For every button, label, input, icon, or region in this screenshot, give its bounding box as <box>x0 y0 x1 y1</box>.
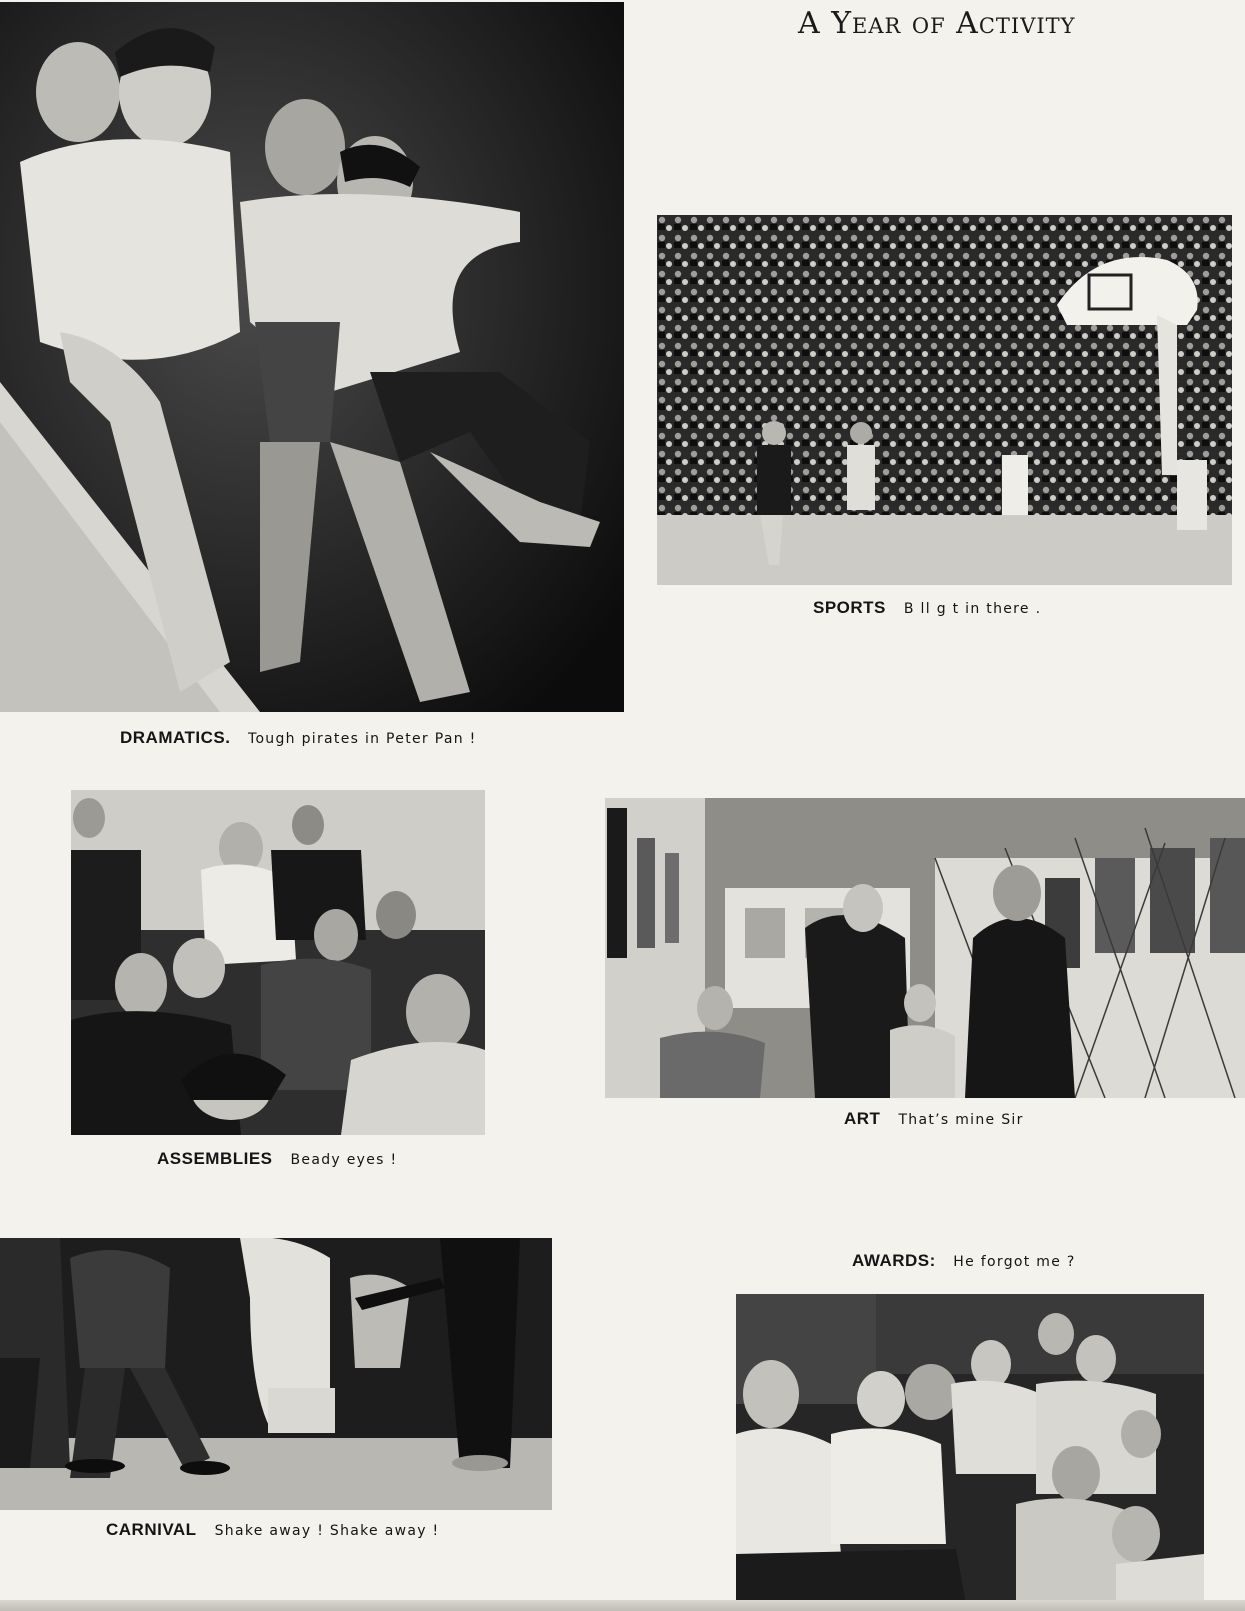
awards-caption <box>852 1252 1076 1271</box>
page-bottom-edge <box>0 1600 1245 1611</box>
dramatics-caption <box>120 729 477 748</box>
assemblies-caption <box>157 1150 397 1169</box>
assemblies-label: ASSEMBLIES <box>157 1149 273 1168</box>
dramatics-label: DRAMATICS <box>120 728 226 747</box>
carnival-photo <box>0 1238 552 1510</box>
carnival-caption <box>106 1521 439 1540</box>
awards-separator: : <box>929 1251 936 1270</box>
assemblies-text: Beady eyes ! <box>290 1152 398 1168</box>
awards-text: He forgot me ? <box>953 1254 1076 1270</box>
dramatics-text: Tough pirates in Peter Pan ! <box>247 731 477 747</box>
dramatics-photo <box>0 2 624 712</box>
dramatics-separator: . <box>225 728 230 747</box>
awards-label: AWARDS <box>852 1251 930 1270</box>
art-text: That’s mine Sir <box>898 1112 1024 1128</box>
art-label: ART <box>844 1109 881 1128</box>
assemblies-photo <box>71 790 485 1135</box>
page-title: A Year of Activity <box>798 6 1076 41</box>
sports-photo <box>657 215 1232 585</box>
sports-label: SPORTS <box>813 598 886 617</box>
art-photo <box>605 798 1245 1098</box>
awards-photo <box>736 1294 1204 1604</box>
carnival-label: CARNIVAL <box>106 1520 197 1539</box>
sports-text: B ll g t in there . <box>903 601 1042 617</box>
art-caption <box>844 1110 1024 1129</box>
sports-caption <box>813 599 1041 618</box>
carnival-text: Shake away ! Shake away ! <box>214 1523 440 1539</box>
